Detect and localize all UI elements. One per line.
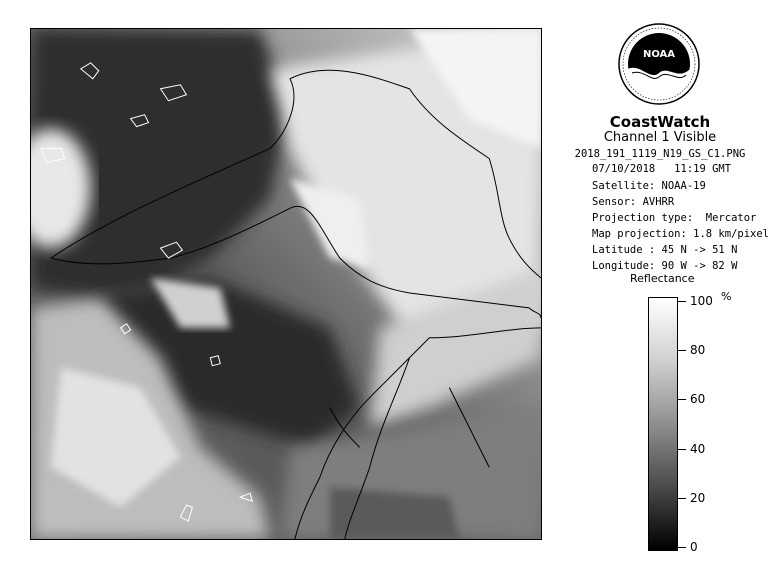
colorbar-tick: [678, 498, 686, 499]
colorbar-tick-label: 80: [690, 343, 706, 358]
file-name: 2018_191_1119_N19_GS_C1.PNG: [574, 148, 746, 160]
colorbar-tick: [678, 399, 686, 400]
satellite-info: Satellite: NOAA-19: [592, 180, 706, 192]
colorbar-tick-label: 0: [690, 540, 698, 554]
legend-unit: %: [721, 290, 732, 303]
app-title: CoastWatch: [609, 113, 711, 131]
colorbar-tick: [678, 350, 686, 351]
colorbar-tick-label: 40: [690, 441, 706, 456]
latitude-info: Latitude : 45 N -> 51 N: [592, 244, 738, 256]
colorbar-tick: [678, 547, 686, 548]
satellite-imagery: [31, 29, 541, 539]
longitude-info: Longitude: 90 W -> 82 W: [592, 260, 738, 272]
sensor-info: Sensor: AVHRR: [592, 196, 675, 208]
satellite-map: [30, 28, 542, 540]
colorbar-tick: [678, 301, 686, 302]
colorbar-tick-label: 60: [690, 392, 706, 407]
map-projection-info: Map projection: 1.8 km/pixel: [592, 228, 770, 240]
legend-title: Reflectance: [630, 272, 695, 285]
colorbar-ticks: [678, 294, 738, 554]
date-time: 07/10/2018 11:19 GMT: [592, 163, 732, 175]
channel-label: Channel 1 Visible: [603, 130, 717, 145]
colorbar-tick-label: 20: [690, 490, 706, 505]
colorbar-tick: [678, 449, 686, 450]
colorbar-tick-label: 100: [690, 294, 713, 308]
reflectance-colorbar: [648, 297, 678, 551]
projection-type-info: Projection type: Mercator: [592, 212, 757, 224]
noaa-logo-icon: [618, 23, 700, 105]
logo-text: NOAA: [642, 49, 676, 60]
